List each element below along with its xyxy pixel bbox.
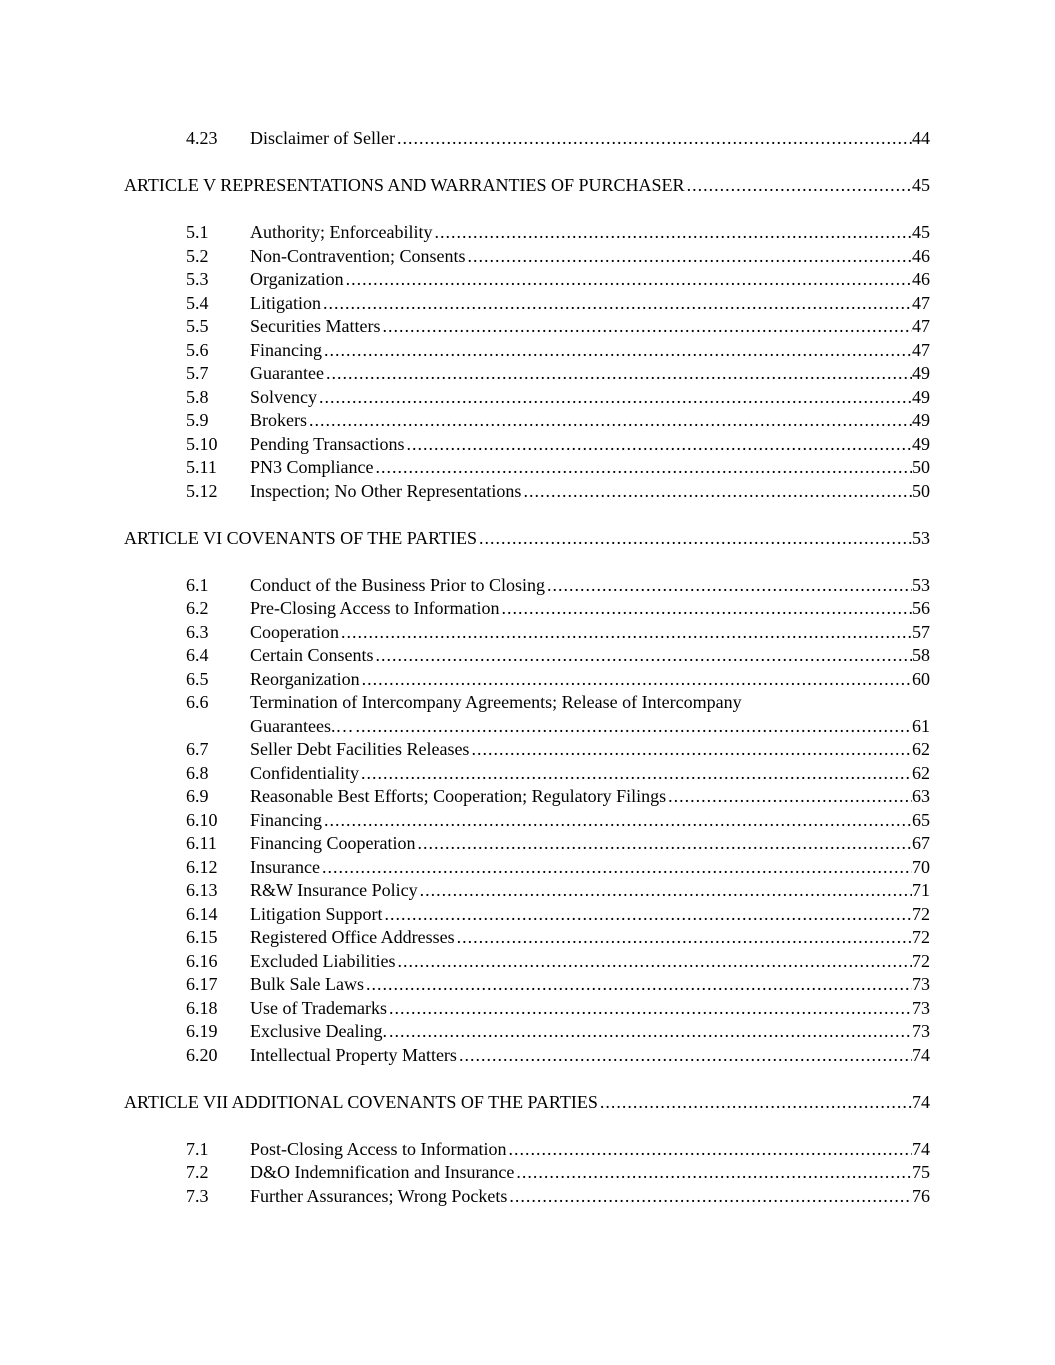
toc-item-page: 57 <box>912 621 930 642</box>
dot-leader <box>598 1091 912 1115</box>
dot-leader <box>359 762 912 786</box>
toc-item-row <box>124 762 930 786</box>
dot-leader <box>395 950 912 974</box>
dot-leader <box>360 668 912 692</box>
toc-item-page: 53 <box>912 574 930 595</box>
toc-item-page: 47 <box>912 339 930 360</box>
toc-item-page: 72 <box>912 903 930 924</box>
toc-item-title: Exclusive Dealing. <box>250 1021 387 1041</box>
toc-item-page: 63 <box>912 786 930 806</box>
toc-item-page: 76 <box>912 1185 930 1206</box>
dot-leader <box>685 174 912 198</box>
dot-leader <box>321 292 912 316</box>
toc-item-number: 6.15 <box>186 927 218 947</box>
toc-article-title: ARTICLE VI COVENANTS OF THE PARTIES <box>124 527 478 548</box>
toc-item-row <box>124 903 930 927</box>
toc-item-title: Inspection; No Other Representations <box>250 480 522 501</box>
toc-item-page: 47 <box>912 316 930 336</box>
toc-item-row <box>124 879 930 903</box>
dot-leader <box>455 926 912 950</box>
dot-leader <box>405 433 912 457</box>
toc-item-title: R&W Insurance Policy <box>250 880 418 900</box>
toc-item-page: 73 <box>912 1021 930 1041</box>
toc-item-row <box>124 856 930 880</box>
dot-leader <box>415 832 912 856</box>
toc-item-row <box>124 268 930 292</box>
toc-item-number: 5.8 <box>186 386 209 407</box>
toc-item-row <box>124 127 930 151</box>
toc-item-page: 45 <box>912 222 930 242</box>
toc-article-row <box>124 174 930 198</box>
toc-item-number: 6.10 <box>186 809 218 830</box>
toc-item-row <box>124 926 930 950</box>
toc-item-row <box>124 1185 930 1209</box>
dot-leader <box>374 644 913 668</box>
toc-item-title: Seller Debt Facilities Releases <box>250 739 470 759</box>
toc-article-page: 45 <box>912 175 930 195</box>
toc-item-page: 46 <box>912 269 930 289</box>
toc-item-number: 5.9 <box>186 410 209 430</box>
toc-item-page: 60 <box>912 668 930 689</box>
toc-item-title: Litigation Support <box>250 903 383 924</box>
toc-item-row <box>124 691 930 715</box>
toc-item-number: 7.3 <box>186 1185 209 1206</box>
toc-item-number: 6.13 <box>186 880 218 900</box>
toc-item-number: 6.3 <box>186 621 209 642</box>
dot-leader <box>364 973 912 997</box>
toc-item-row <box>124 973 930 997</box>
toc-item-page: 70 <box>912 856 930 877</box>
toc-item-page: 75 <box>912 1162 930 1182</box>
toc-item-number: 6.12 <box>186 856 218 877</box>
dot-leader <box>344 268 912 292</box>
toc-item-title: Termination of Intercompany Agreements; Release of Intercompany <box>250 692 742 712</box>
toc-article-block <box>124 174 930 198</box>
toc-item-row <box>124 809 930 833</box>
dot-leader <box>322 809 912 833</box>
toc-item-row <box>124 362 930 386</box>
toc-item-number: 5.5 <box>186 316 209 336</box>
dot-leader <box>457 1044 912 1068</box>
toc-items-block <box>124 221 930 503</box>
dot-leader <box>387 997 912 1021</box>
toc-item-number: 6.8 <box>186 762 209 783</box>
toc-item-page: 67 <box>912 833 930 853</box>
toc-item-title: Securities Matters <box>250 316 381 336</box>
dot-leader <box>324 362 912 386</box>
dot-leader <box>418 879 912 903</box>
toc-item-number: 6.19 <box>186 1021 218 1041</box>
toc-article-row <box>124 527 930 551</box>
toc-item-page: 49 <box>912 386 930 407</box>
toc-item-page: 47 <box>912 292 930 313</box>
toc-article-row <box>124 1091 930 1115</box>
toc-item-page: 72 <box>912 950 930 971</box>
toc-item-title: PN3 Compliance <box>250 457 374 477</box>
toc-item-row <box>124 221 930 245</box>
toc-item-row <box>124 668 930 692</box>
dot-leader <box>387 1020 912 1044</box>
toc-item-title: Excluded Liabilities <box>250 950 396 971</box>
toc-item-title: Registered Office Addresses <box>250 927 455 947</box>
toc-item-number: 6.4 <box>186 645 209 665</box>
toc-item-row <box>124 480 930 504</box>
toc-item-title: Pending Transactions <box>250 433 405 454</box>
dot-leader <box>477 527 912 551</box>
toc-item-page: 71 <box>912 880 930 900</box>
toc-item-number: 6.17 <box>186 974 218 994</box>
toc-item-number: 5.11 <box>186 457 217 477</box>
toc-item-number: 5.7 <box>186 363 209 383</box>
toc-items-block <box>124 127 930 151</box>
toc-article-block <box>124 527 930 551</box>
toc-item-row <box>124 597 930 621</box>
toc-item-number: 5.10 <box>186 433 218 454</box>
toc-item-number: 6.6 <box>186 692 209 712</box>
toc-item-title: Insurance <box>250 856 320 877</box>
toc-item-number: 4.23 <box>186 128 218 148</box>
toc-item-page: 72 <box>912 927 930 947</box>
toc-item-number: 6.11 <box>186 833 217 853</box>
toc-item-row <box>124 339 930 363</box>
toc-item-number: 6.20 <box>186 1044 218 1065</box>
dot-leader <box>507 1185 912 1209</box>
toc-item-title: Bulk Sale Laws <box>250 974 364 994</box>
toc-item-page: 56 <box>912 598 930 618</box>
dot-leader <box>320 856 912 880</box>
dot-leader <box>395 127 912 151</box>
dot-leader <box>322 339 912 363</box>
toc-item-title: Guarantee <box>250 363 324 383</box>
toc-item-row <box>124 621 930 645</box>
toc-item-row <box>124 433 930 457</box>
dot-leader <box>307 409 912 433</box>
toc-item-row <box>124 997 930 1021</box>
toc-item-row <box>124 409 930 433</box>
toc-item-number: 6.7 <box>186 739 209 759</box>
toc-item-row <box>124 644 930 668</box>
toc-item-title: Cooperation <box>250 621 339 642</box>
dot-leader <box>380 315 912 339</box>
toc-item-page: 73 <box>912 997 930 1018</box>
toc-item-number: 6.5 <box>186 668 209 689</box>
toc-item-title: D&O Indemnification and Insurance <box>250 1162 515 1182</box>
dot-leader <box>499 597 912 621</box>
toc-article-page: 74 <box>912 1091 930 1112</box>
dot-leader <box>465 245 912 269</box>
toc-item-row <box>124 1020 930 1044</box>
dot-leader <box>317 386 912 410</box>
toc-items-block <box>124 574 930 1068</box>
toc-item-row <box>124 456 930 480</box>
toc-item-row <box>124 950 930 974</box>
toc-item-page: 74 <box>912 1044 930 1065</box>
dot-leader <box>506 1138 912 1162</box>
toc-item-row <box>124 315 930 339</box>
toc-item-page: 61 <box>912 715 930 736</box>
toc-item-number: 7.2 <box>186 1162 209 1182</box>
toc-item-title: Financing Cooperation <box>250 833 416 853</box>
toc-item-number: 5.6 <box>186 339 209 360</box>
toc-item-page: 58 <box>912 645 930 665</box>
toc-item-page: 50 <box>912 457 930 477</box>
toc-item-title: Litigation <box>250 292 321 313</box>
toc-item-row <box>124 1161 930 1185</box>
toc-item-number: 7.1 <box>186 1138 209 1159</box>
toc-item-page: 74 <box>912 1138 930 1159</box>
dot-leader <box>521 480 912 504</box>
toc-item-number: 5.4 <box>186 292 209 313</box>
toc-item-row <box>124 292 930 316</box>
toc-article-block <box>124 1091 930 1115</box>
toc-item-row <box>124 1044 930 1068</box>
toc-item-number: 5.12 <box>186 480 218 501</box>
toc-item-page: 44 <box>912 128 930 148</box>
toc-item-title: Financing <box>250 339 322 360</box>
toc-item-row-continuation <box>124 715 930 739</box>
toc-item-title: Non-Contravention; Consents <box>250 245 466 266</box>
toc-item-title: Conduct of the Business Prior to Closing <box>250 574 546 595</box>
toc-item-number: 6.16 <box>186 950 218 971</box>
dot-leader <box>353 715 912 739</box>
dot-leader <box>339 621 912 645</box>
toc-item-title: Organization <box>250 269 344 289</box>
toc-item-number: 6.1 <box>186 574 209 595</box>
toc-item-title: Authority; Enforceability <box>250 222 433 242</box>
toc-item-title: Reasonable Best Efforts; Cooperation; Regulatory Filings <box>250 786 667 806</box>
toc-items-block <box>124 1138 930 1209</box>
toc-item-title: Confidentiality <box>250 762 359 783</box>
toc-item-title: Pre-Closing Access to Information <box>250 598 500 618</box>
toc-item-number: 6.9 <box>186 786 209 806</box>
toc-item-title: Financing <box>250 809 322 830</box>
toc-item-row <box>124 245 930 269</box>
toc-item-title: Post-Closing Access to Information <box>250 1138 507 1159</box>
toc-item-page: 49 <box>912 363 930 383</box>
toc-item-title: Solvency <box>250 386 317 407</box>
toc-item-page: 49 <box>912 410 930 430</box>
toc-item-page: 62 <box>912 739 930 759</box>
toc-item-number: 6.2 <box>186 598 209 618</box>
dot-leader <box>383 903 913 927</box>
toc-item-row <box>124 785 930 809</box>
toc-item-title: Certain Consents <box>250 645 374 665</box>
toc-item-row <box>124 832 930 856</box>
toc-item-number: 5.2 <box>186 245 209 266</box>
toc-item-page: 73 <box>912 974 930 994</box>
toc-article-title: ARTICLE VII ADDITIONAL COVENANTS OF THE PARTIES <box>124 1091 598 1112</box>
dot-leader <box>514 1161 912 1185</box>
toc-item-title: Intellectual Property Matters <box>250 1044 457 1065</box>
toc-item-number: 5.1 <box>186 222 209 242</box>
toc-item-row <box>124 1138 930 1162</box>
dot-leader <box>469 738 912 762</box>
toc-article-title: ARTICLE V REPRESENTATIONS AND WARRANTIES OF PURCHASER <box>124 175 685 195</box>
dot-leader <box>374 456 913 480</box>
toc-item-page: 50 <box>912 480 930 501</box>
toc-item-page: 65 <box>912 809 930 830</box>
toc-item-row <box>124 574 930 598</box>
toc <box>124 127 930 1208</box>
toc-article-page: 53 <box>912 527 930 548</box>
toc-item-title: Further Assurances; Wrong Pockets <box>250 1185 508 1206</box>
toc-item-title: Reorganization <box>250 668 360 689</box>
toc-item-row <box>124 386 930 410</box>
toc-item-number: 6.18 <box>186 997 218 1018</box>
toc-item-title: Brokers <box>250 410 307 430</box>
dot-leader <box>545 574 912 598</box>
toc-item-title: Use of Trademarks <box>250 997 387 1018</box>
toc-item-number: 5.3 <box>186 269 209 289</box>
dot-leader <box>666 785 912 809</box>
toc-item-title: Disclaimer of Seller <box>250 128 395 148</box>
toc-item-page: 46 <box>912 245 930 266</box>
toc-item-row <box>124 738 930 762</box>
dot-leader <box>432 221 912 245</box>
toc-item-title: Guarantees.… <box>250 715 354 736</box>
toc-item-page: 49 <box>912 433 930 454</box>
toc-item-number: 6.14 <box>186 903 218 924</box>
toc-item-page: 62 <box>912 762 930 783</box>
